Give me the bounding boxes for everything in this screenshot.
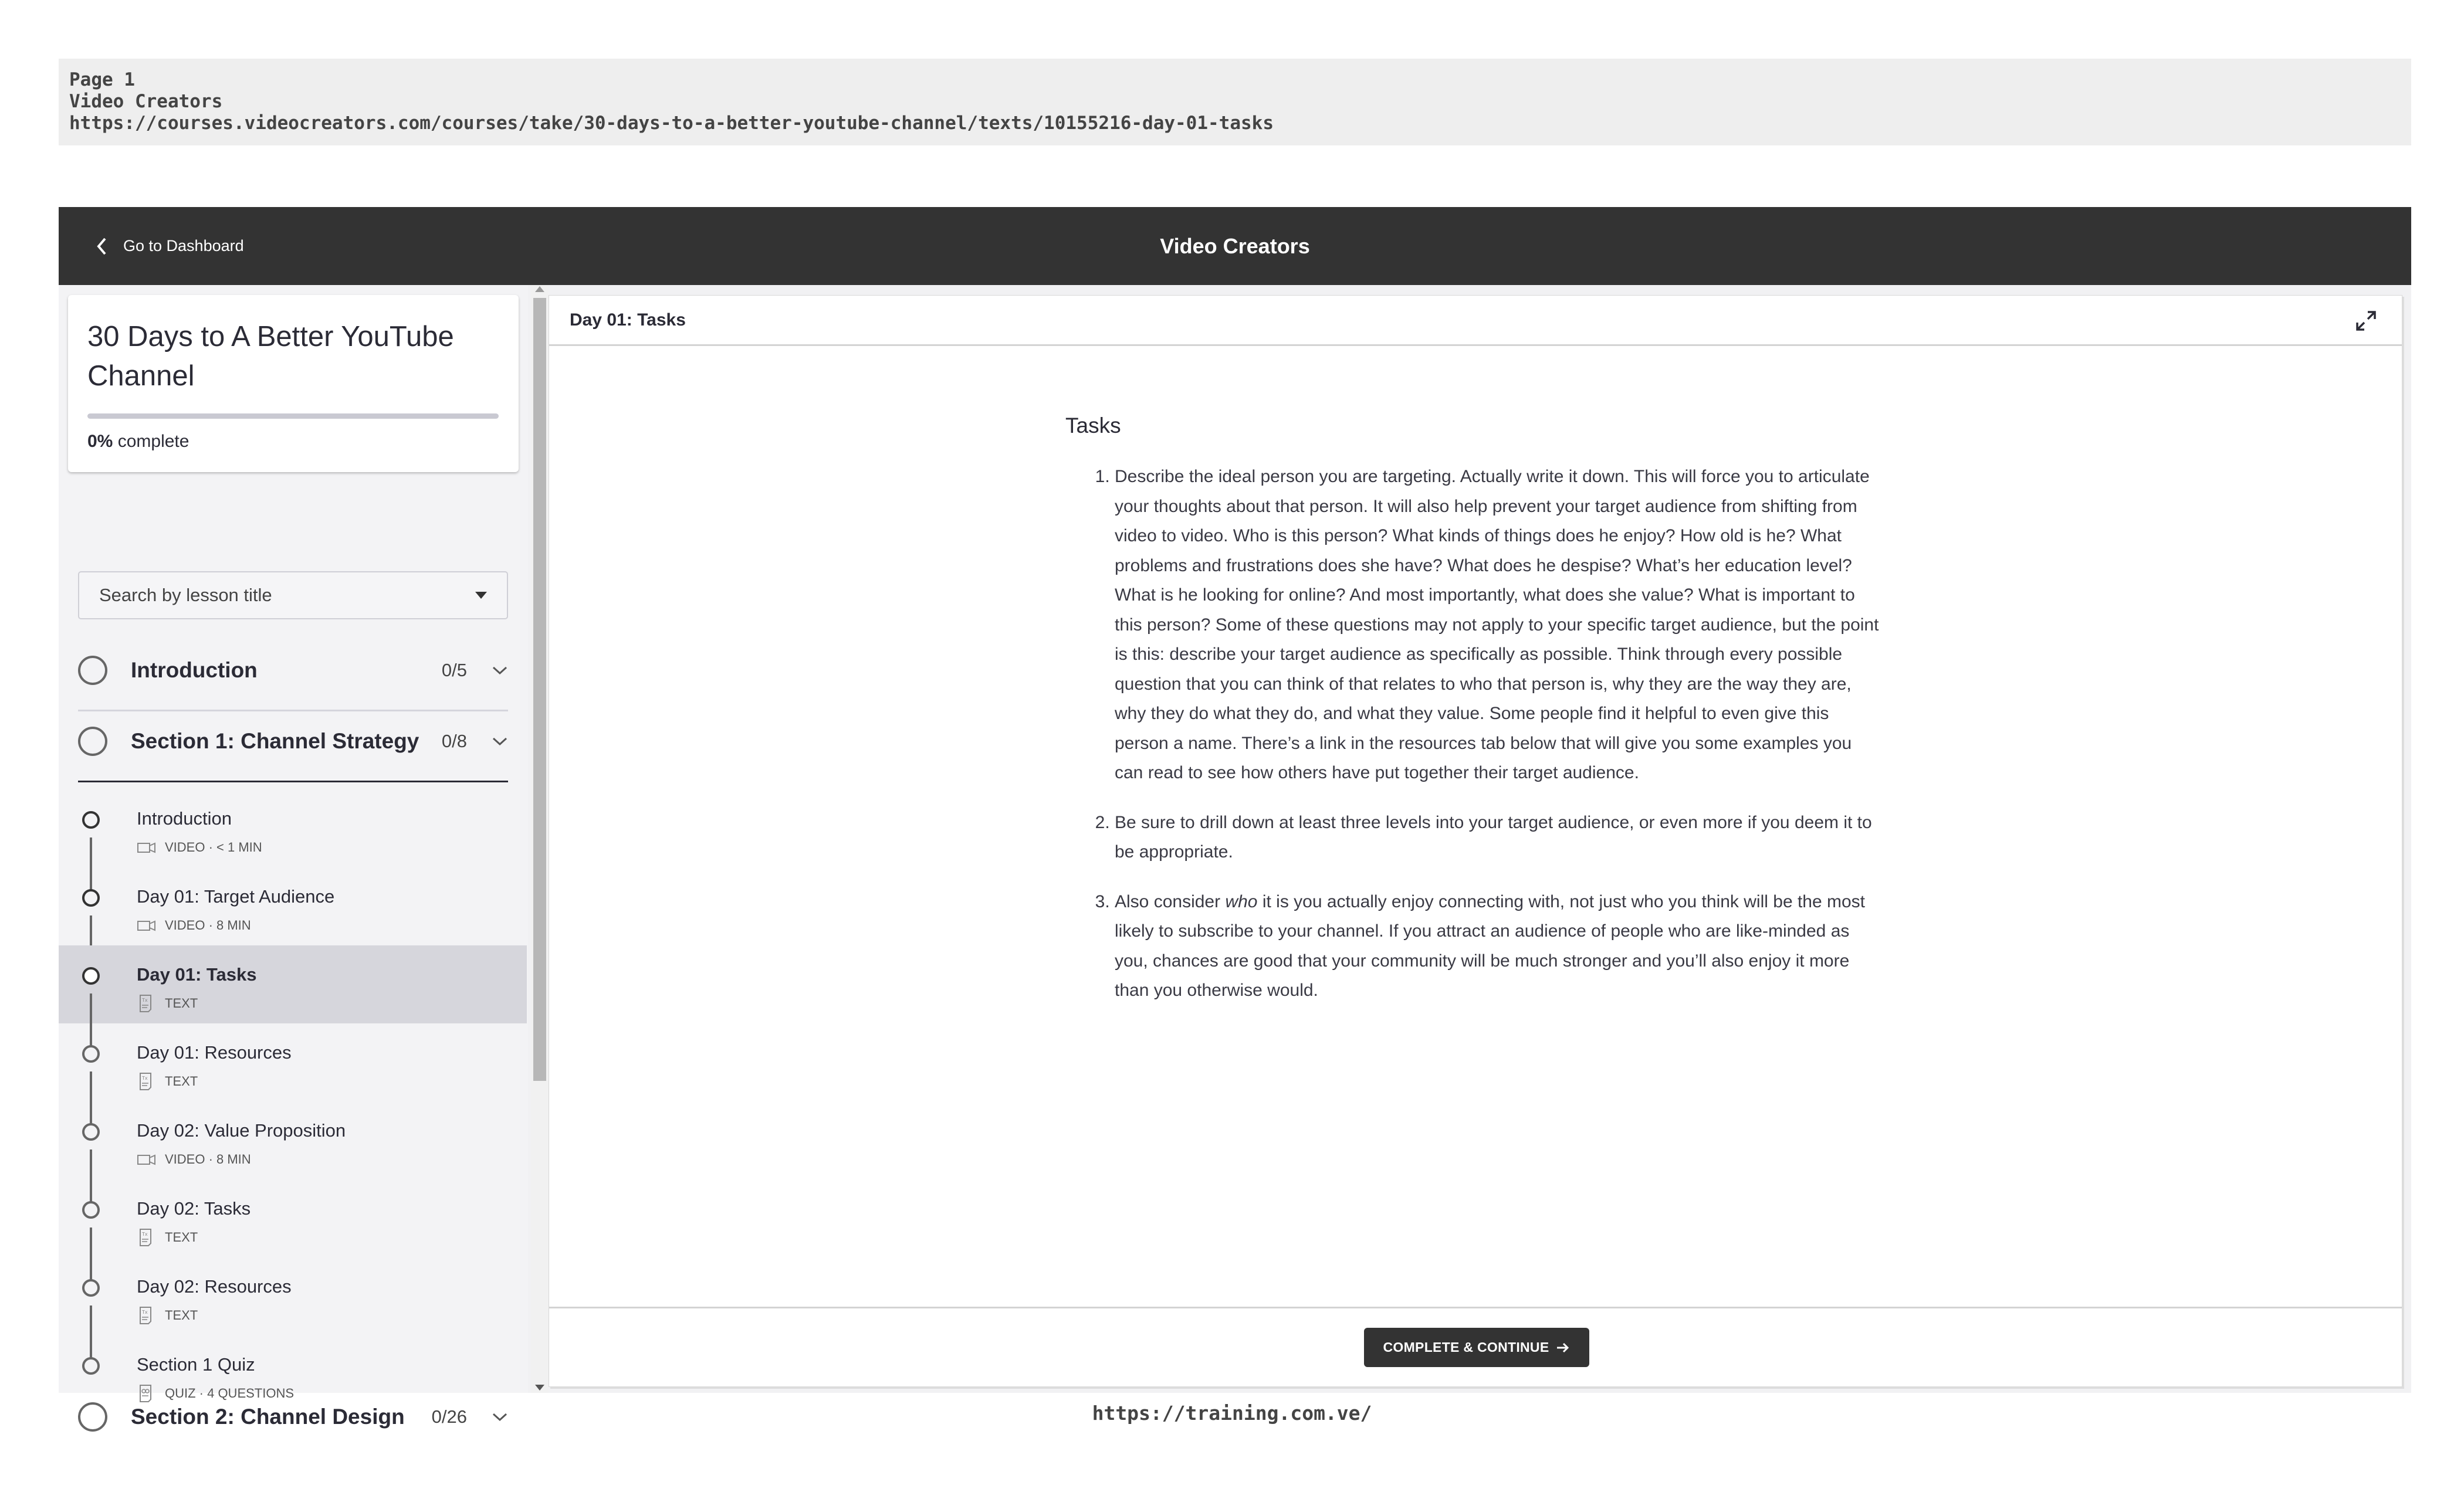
section-divider-active: [78, 781, 508, 782]
lesson-item[interactable]: [59, 1023, 527, 1101]
lesson-status-icon: [82, 1279, 100, 1297]
complete-and-continue-button[interactable]: [1364, 1328, 1590, 1367]
go-to-dashboard-link[interactable]: [95, 207, 244, 285]
video-icon: [137, 1151, 157, 1168]
lesson-title: Day 02: Value Proposition: [137, 1120, 346, 1141]
scrollbar-thumb[interactable]: [533, 298, 546, 1081]
chevron-down-icon: [492, 737, 508, 746]
lesson-status-icon: [82, 811, 100, 829]
progress-text: [87, 432, 499, 452]
video-icon: [137, 917, 157, 934]
task-text: Also consider: [1115, 891, 1226, 911]
lesson-meta-text: TEXT: [165, 1308, 198, 1323]
print-header: [59, 59, 2411, 145]
svg-text:Tx: Tx: [142, 998, 148, 1003]
expand-fullscreen-icon[interactable]: [2354, 308, 2378, 333]
chevron-left-icon: [95, 236, 108, 256]
lesson-status-icon: [82, 1357, 100, 1375]
text-doc-icon: [137, 995, 157, 1012]
course-title: 30 Days to A Better YouTube Channel: [87, 321, 454, 392]
task-list: [1065, 462, 1881, 1006]
task-item: 1. Describe the ideal person you are targeting. Actually write it down. This will force you to articulate your thoughts about that person. It will also help prevent your target audience from shifting from video to video. Who is this person? What kinds of things does he enjoy? How old is he? What problems and frustrations does she have? What does he despise? What’s her education level? What is he looking for online? And most importantly, what does she value? What is important to this person? Some of these questions may not apply to your specific target audience, but the point is this: describe your target audience as specifically as possible. Think through every possible question that you can think of that relates to who that person is, why they are the way they are, why they do what they do, and what they value. Some people find it helpful to even give this person a name. There’s a link in the resources tab below that will give you some examples you can read to see how others have put together their target audience.: [1115, 462, 1881, 788]
lesson-body: [1065, 413, 1881, 1026]
lesson-footer: [549, 1307, 2402, 1386]
lesson-title: Introduction: [137, 808, 232, 829]
text-doc-icon: [137, 1307, 157, 1324]
section-count: 0/5: [441, 660, 467, 680]
top-bar: [59, 207, 2411, 285]
text-doc-icon: [137, 1073, 157, 1090]
print-page-number: Page 1: [69, 69, 135, 90]
lesson-meta: [137, 917, 251, 934]
lesson-item[interactable]: [59, 1179, 527, 1257]
section-title: Introduction: [131, 658, 258, 682]
task-item: [1115, 887, 1881, 1006]
section-count: 0/8: [441, 731, 467, 751]
task-item: 2. Be sure to drill down at least three levels into your target audience, or even more if you deem it to be appropriate.: [1115, 808, 1881, 867]
arrow-right-icon: [1556, 1342, 1570, 1354]
print-footer-url: https://training.com.ve/: [1092, 1402, 1372, 1425]
lesson-meta: [137, 1151, 251, 1168]
sidebar-scrollbar[interactable]: [531, 285, 549, 1393]
progress-percent: 0%: [87, 432, 113, 451]
lesson-meta-text: TEXT: [165, 996, 198, 1011]
progress-suffix: complete: [117, 432, 189, 451]
section-introduction[interactable]: [78, 635, 508, 706]
lesson-title: Section 1 Quiz: [137, 1354, 255, 1375]
svg-text:Tx: Tx: [142, 1310, 148, 1315]
scroll-down-arrow-icon[interactable]: [535, 1385, 544, 1391]
lesson-item[interactable]: [59, 867, 527, 945]
lesson-status-icon: [82, 1045, 100, 1063]
lesson-meta-text: TEXT: [165, 1230, 198, 1245]
text-doc-icon: [137, 1229, 157, 1246]
lesson-title: Day 01: Resources: [137, 1042, 292, 1063]
course-progress-card: [68, 295, 519, 472]
lesson-item[interactable]: [59, 1257, 527, 1335]
lesson-meta-text: QUIZ · 4 QUESTIONS: [165, 1386, 295, 1401]
section-channel-strategy[interactable]: [78, 706, 508, 776]
lesson-header-title: Day 01: Tasks: [570, 310, 686, 330]
video-icon: [137, 839, 157, 856]
lesson-title: Day 01: Tasks: [137, 964, 257, 985]
progress-bar: [87, 413, 499, 419]
svg-text:Tx: Tx: [142, 1076, 148, 1081]
lesson-item[interactable]: [59, 789, 527, 867]
lesson-status-icon: [82, 889, 100, 907]
lesson-meta-text: VIDEO · < 1 MIN: [165, 840, 262, 854]
section-count: 0/26: [431, 1406, 467, 1427]
task-emphasis: who: [1225, 891, 1258, 911]
section-title: Section 2: Channel Design: [131, 1405, 405, 1429]
chevron-down-icon: [492, 666, 508, 675]
lesson-meta-text: TEXT: [165, 1074, 198, 1089]
lesson-status-icon: [82, 1201, 100, 1219]
lesson-search-select[interactable]: [78, 571, 508, 619]
lesson-title: Day 02: Resources: [137, 1276, 292, 1297]
task-text: it is you actually enjoy connecting with, not just who you think will be the most likely to subscribe to your channel. If you attract an audience of people who are like-minded as you, chances are good that your community will be much stronger and you’ll also enjoy it more than you otherwise would.: [1115, 891, 1866, 1000]
lesson-meta: [137, 1073, 198, 1090]
lesson-meta-text: VIDEO · 8 MIN: [165, 1152, 251, 1167]
lesson-content-panel: [549, 295, 2402, 1387]
brand-title: Video Creators: [1160, 234, 1310, 258]
lesson-title: Day 01: Target Audience: [137, 886, 335, 907]
section-progress-ring-icon: [78, 656, 107, 685]
lesson-meta: [137, 1229, 198, 1246]
lesson-meta: [137, 839, 262, 856]
lesson-meta-text: VIDEO · 8 MIN: [165, 918, 251, 933]
complete-button-label: COMPLETE & CONTINUE: [1383, 1340, 1549, 1355]
lesson-item[interactable]: [59, 1101, 527, 1179]
lesson-header: [549, 296, 2402, 346]
lesson-status-icon: [82, 1123, 100, 1141]
go-to-dashboard-label: Go to Dashboard: [123, 237, 244, 255]
caret-down-icon: [475, 592, 487, 599]
lesson-title: Day 02: Tasks: [137, 1198, 251, 1219]
lesson-status-icon: [82, 967, 100, 985]
lesson-meta: [137, 1307, 198, 1324]
section-progress-ring-icon: [78, 727, 107, 756]
lesson-item-active[interactable]: [59, 945, 527, 1023]
scroll-up-arrow-icon[interactable]: [535, 286, 544, 292]
section-title: Section 1: Channel Strategy: [131, 729, 419, 753]
lesson-list: [59, 789, 528, 1413]
lesson-body-heading: Tasks: [1065, 413, 1121, 438]
course-sidebar: [59, 285, 528, 1429]
lesson-meta: [137, 995, 198, 1012]
svg-text:Tx: Tx: [142, 1232, 148, 1237]
lesson-search-placeholder: Search by lesson title: [99, 585, 272, 605]
print-site-name: Video Creators: [69, 91, 223, 112]
print-url: https://courses.videocreators.com/courses/take/30-days-to-a-better-youtube-channel/texts/10155216-day-01-tasks: [69, 113, 1274, 134]
